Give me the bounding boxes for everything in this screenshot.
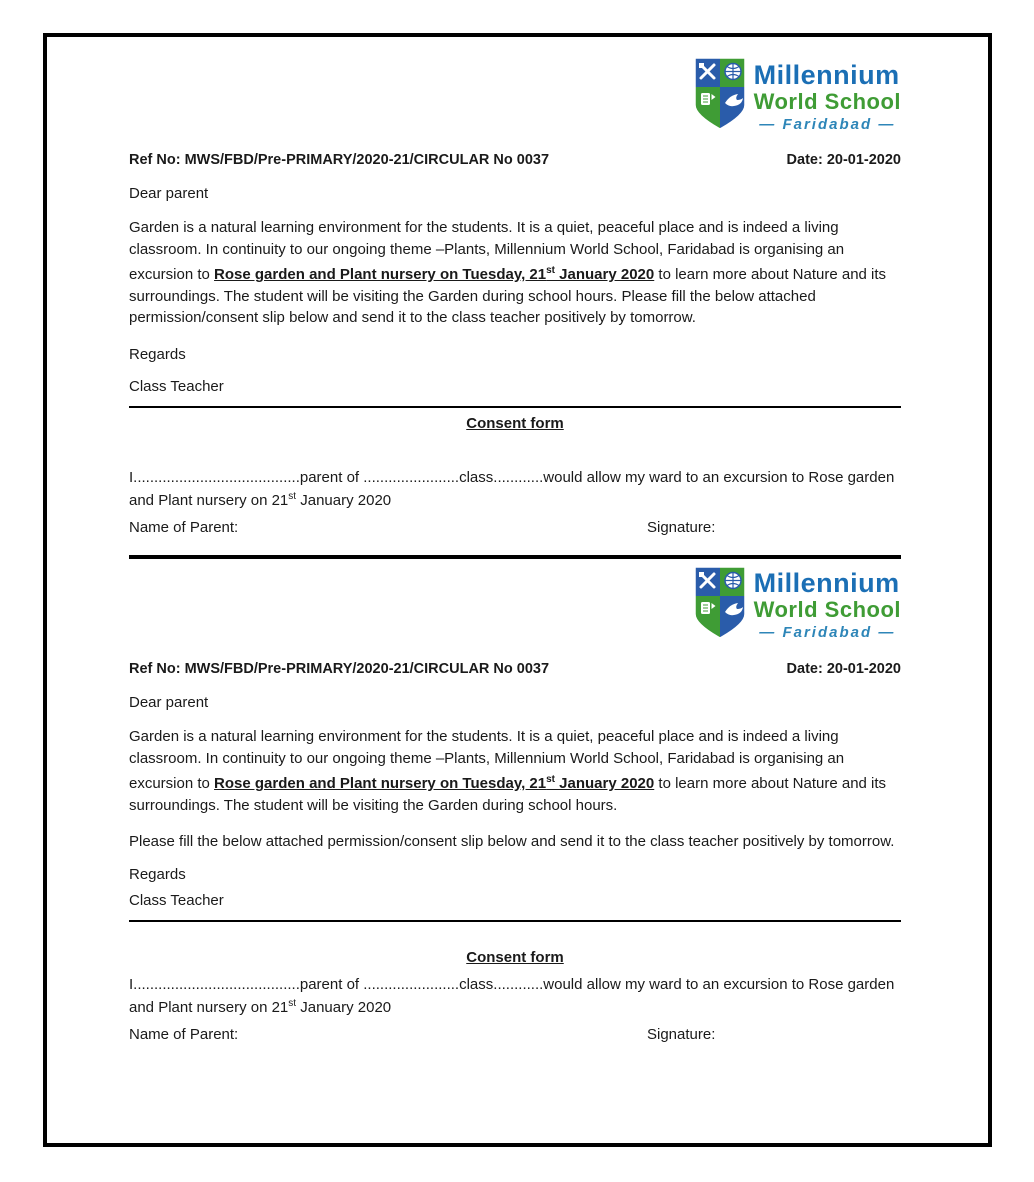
divider-rule [129,920,901,922]
reference-row [129,152,901,168]
date: Date: 20-01-2020 [786,152,901,168]
consent-form-title: Consent form [466,948,564,966]
consent-paragraph [129,975,901,1018]
divider-rule [129,406,901,408]
logo-row [129,566,901,645]
school-name-line2: World School [753,88,901,114]
school-logo [694,566,901,645]
consent-paragraph [129,468,901,511]
highlight-pre: Rose garden and Plant nursery on Tuesday, 21 [214,266,547,284]
school-name-line1: Millennium [753,568,900,599]
ref-no: Ref No: MWS/FBD/Pre-PRIMARY/2020-21/CIRCULAR No 0037 [129,152,550,168]
body-paragraph-2: Please fill the below attached permission/consent slip below and send it to the class teacher positively by tomorrow. [129,833,895,851]
body-part2: to learn more about Nature and its surroundings. The student will be visiting the Garden during school hours. [129,775,887,814]
name-of-parent-label: Name of Parent: [129,518,239,536]
body-part3: Please fill the below attached permission/consent slip below and send it to the class teacher positively by tomorrow. [129,287,816,327]
name-of-parent-label: Name of Parent: [129,1025,239,1043]
consent-line-post: January 2020 [296,492,392,510]
copy-separator-rule [129,555,901,559]
body-part2: to learn more about Nature and its surroundings. The student will be visiting the Garden during school hours. [129,266,887,305]
body-part1: Garden is a natural learning environment for the students. It is a quiet, peaceful place and is indeed a living classroom. In continuity to our ongoing theme –Plants, Millennium World School, Faridabad is organising an excursion to [129,727,845,793]
excursion-highlight [214,266,654,283]
consent-form-title: Consent form [466,414,564,432]
school-logo-text [753,59,901,133]
date: Date: 20-01-2020 [786,660,901,677]
consent-line-sup: st [288,491,297,503]
school-city: — Faridabad — [759,624,896,642]
body-part1: Garden is a natural learning environment for the students. It is a quiet, peaceful place and is indeed a living classroom. In continuity to our ongoing theme –Plants, Millennium World School, Faridabad is organising an excursion to [129,219,845,284]
page-border [43,33,992,1147]
body-paragraph [129,217,901,329]
regards: Regards [129,865,186,883]
salutation: Dear parent [129,185,209,202]
ref-no: Ref No: MWS/FBD/Pre-PRIMARY/2020-21/CIRCULAR No 0037 [129,660,550,677]
consent-line-pre: I........................................parent of .......................class............would allow my ward to an excursion to Rose garden and Plant nursery on 21 [129,468,895,510]
school-shield-icon [694,566,746,645]
consent-line-sup: st [288,998,297,1010]
logo-row [129,57,901,136]
highlight-pre: Rose garden and Plant nursery on Tuesday, 21 [214,775,547,793]
school-name-line1: Millennium [753,59,900,90]
signoff: Class Teacher [129,377,224,395]
signoff: Class Teacher [129,891,224,909]
regards: Regards [129,345,186,363]
signature-label: Signature: [647,518,716,536]
school-logo-text [754,570,901,640]
highlight-sup: st [546,265,555,277]
signature-label: Signature: [647,1025,716,1043]
reference-row [129,661,901,677]
highlight-post: January 2020 [555,266,655,284]
name-signature-row [129,1026,901,1043]
consent-line-post: January 2020 [296,999,392,1017]
name-signature-row [129,519,901,536]
school-logo [694,57,901,136]
school-shield-icon [694,57,746,136]
consent-line-pre: I........................................parent of .......................class............would allow my ward to an excursion to Rose garden and Plant nursery on 21 [129,975,895,1017]
circular-copy-2 [129,566,901,1043]
highlight-sup: st [546,774,555,786]
highlight-post: January 2020 [555,775,655,793]
body-paragraph [129,726,901,816]
school-city: — Faridabad — [759,115,896,133]
school-name-line2: World School [753,597,901,623]
circular-copy-1 [129,57,901,559]
circular-document [47,37,988,1043]
salutation: Dear parent [129,693,209,711]
excursion-highlight [214,775,654,792]
